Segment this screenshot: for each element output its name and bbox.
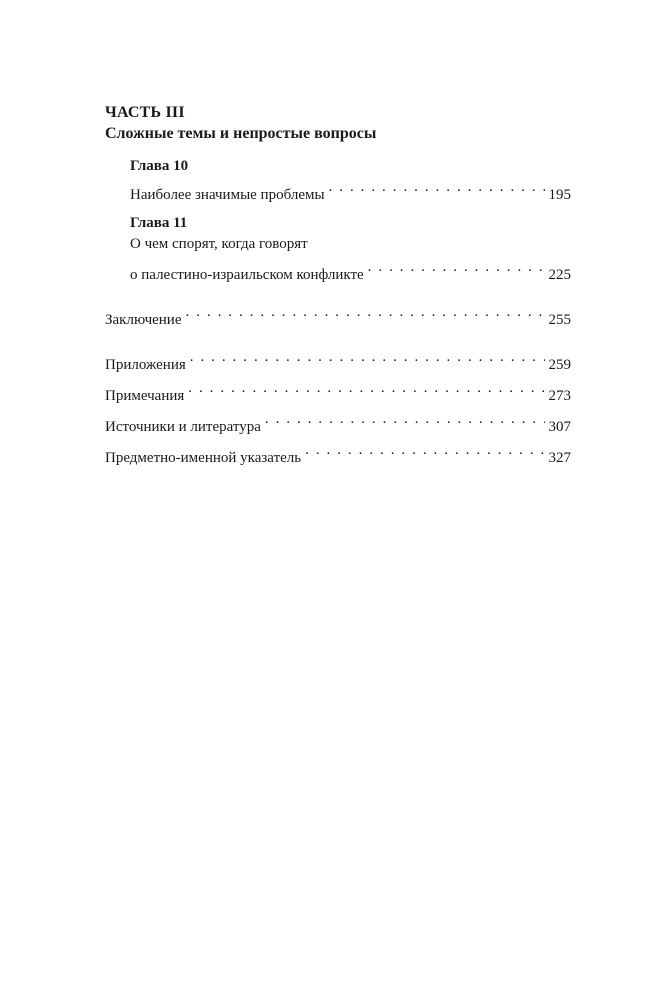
- dot-leader: [368, 256, 545, 279]
- toc-entry: [105, 439, 571, 470]
- chapter-label: Глава 11: [130, 215, 188, 231]
- toc-entry-title: Наиболее значимые проблемы: [130, 187, 325, 203]
- part-title: Сложные темы и непростые вопросы: [105, 125, 377, 142]
- toc-entry: [105, 301, 571, 332]
- chapter-entry: [130, 213, 571, 287]
- dot-leader: [186, 301, 545, 324]
- chapter-label: Глава 10: [130, 158, 189, 174]
- dot-leader: [265, 408, 545, 431]
- part-heading: ЧАСТЬ III: [105, 104, 185, 121]
- dot-leader: [190, 346, 545, 369]
- conclusion-block: [105, 301, 571, 332]
- toc-entry: [105, 408, 571, 439]
- toc-page-number: 259: [548, 357, 571, 373]
- toc-entry-title: Примечания: [105, 388, 185, 404]
- toc-entry-title: о палестино-израильском конфликте: [130, 267, 364, 283]
- toc-page-number: 225: [548, 267, 571, 283]
- chapter-list: [105, 156, 571, 287]
- toc-entry-title: Заключение: [105, 312, 182, 328]
- toc-entry: [130, 176, 571, 207]
- back-matter-block: [105, 346, 571, 470]
- toc-page-number: 327: [548, 450, 571, 466]
- toc-page-number: 273: [548, 388, 571, 404]
- toc-entry-title: Предметно-именной указатель: [105, 450, 302, 466]
- toc-entry: [130, 256, 571, 287]
- toc-entry-title: Источники и литература: [105, 419, 261, 435]
- dot-leader: [329, 176, 545, 199]
- toc-page-number: 195: [548, 187, 571, 203]
- dot-leader: [188, 377, 544, 400]
- table-of-contents: [105, 103, 571, 470]
- toc-entry: [105, 377, 571, 408]
- toc-page-number: 255: [548, 312, 571, 328]
- toc-entry-title: Приложения: [105, 357, 186, 373]
- dot-leader: [305, 439, 544, 462]
- chapter-entry: [130, 156, 571, 207]
- toc-page-number: 307: [548, 419, 571, 435]
- toc-entry: [105, 346, 571, 377]
- toc-entry-title-line: О чем спорят, когда говорят: [130, 236, 308, 252]
